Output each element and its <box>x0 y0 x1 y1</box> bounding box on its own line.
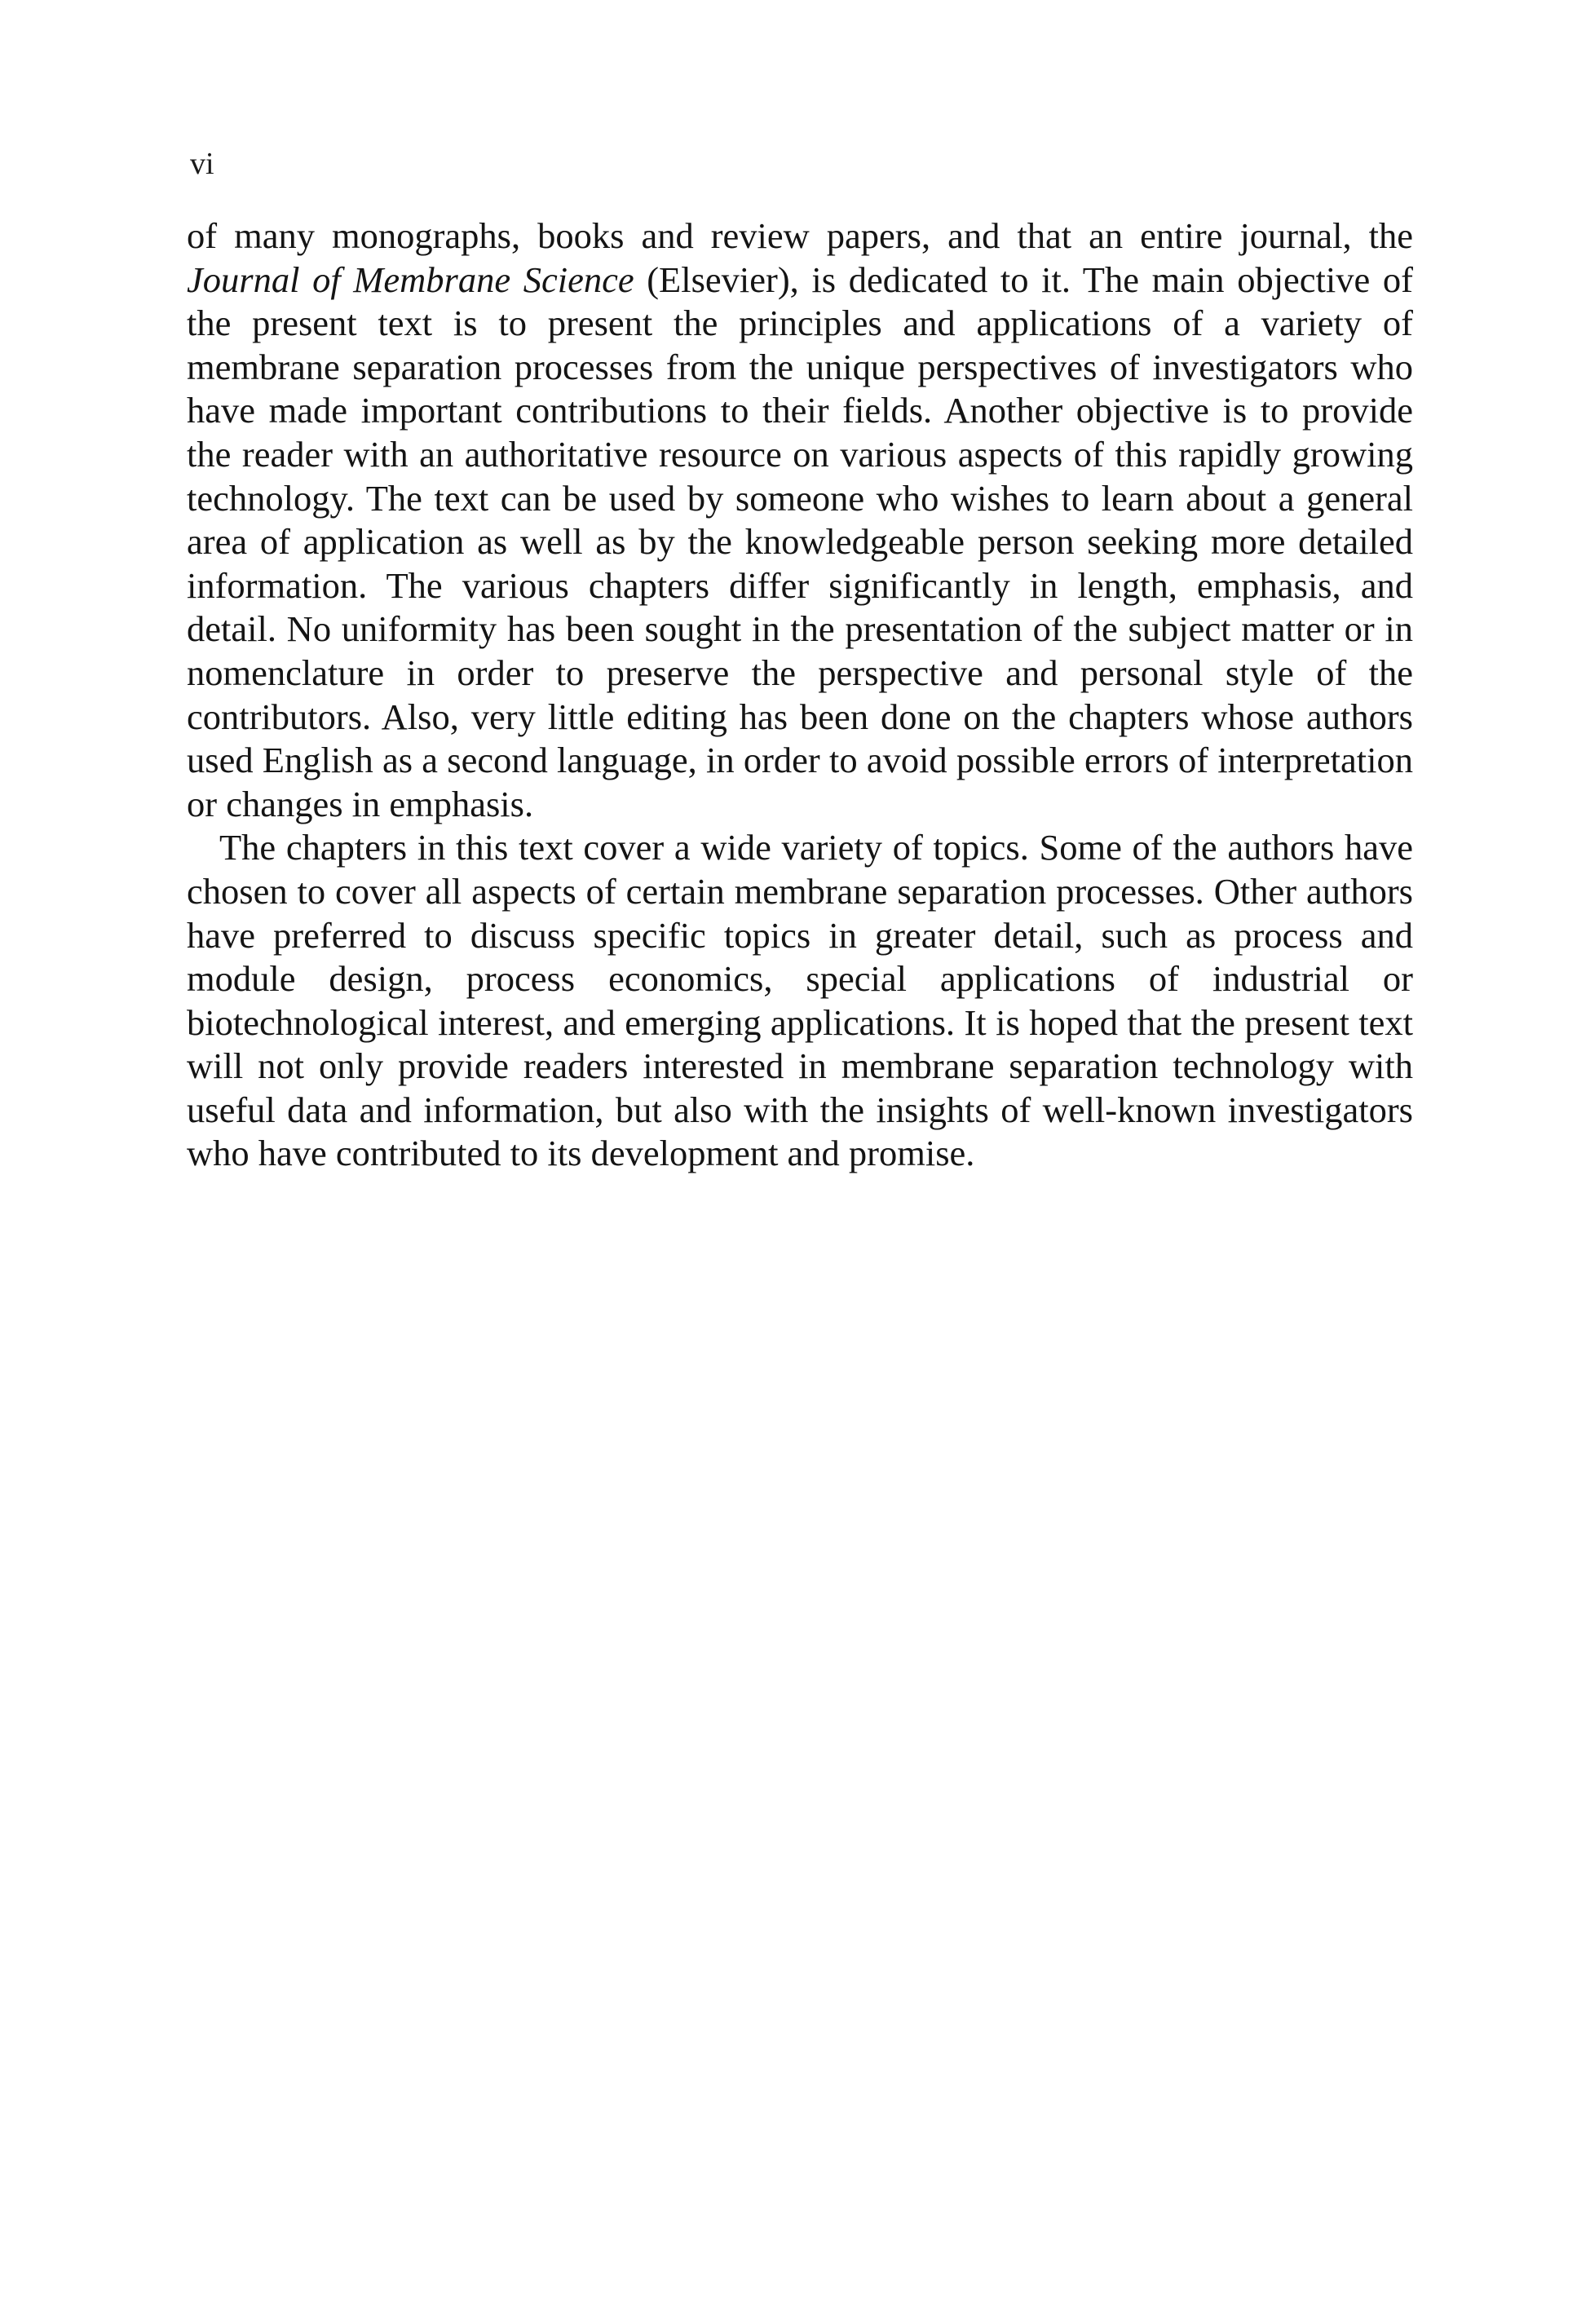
preface-body <box>187 214 1413 1176</box>
paragraph-1 <box>187 214 1413 826</box>
journal-title: Journal of Membrane Science <box>187 258 634 300</box>
paragraph-1-lead: of many monographs, books and review papers, and that an entire journal, the <box>187 215 1413 256</box>
paragraph-2: The chapters in this text cover a wide variety of topics. Some of the authors have chosen to cover all aspects of certain membrane separation processes. Other authors have preferred to discuss specific topics in greater detail, such as process and module design, process economics, special applications of industrial or biotechnological interest, and emerging applications. It is hoped that the present text will not only provide readers interested in membrane separation technology with useful data and information, but also with the insights of well-known investigators who have contributed to its development and promise. <box>187 827 1413 1174</box>
paragraph-1-rest: (Elsevier), is dedicated to it. The main objective of the present text is to present the principles and applications of a variety of membrane separation processes from the unique perspectives of investigators who have made important contributions to their fields. Another objective is to provide the reader with an authoritative resource on various aspects of this rapidly growing technology. The text can be used by someone who wishes to learn about a general area of application as well as by the knowledgeable person seeking more detailed information. The various chapters differ significantly in length, emphasis, and detail. No uniformity has been sought in the presentation of the subject matter or in nomenclature in order to preserve the perspective and personal style of the contributors. Also, very little editing has been done on the chapters whose authors used English as a second language, in order to avoid possible errors of interpretation or changes in emphasis. <box>187 258 1413 824</box>
page-number: vi <box>190 147 214 181</box>
